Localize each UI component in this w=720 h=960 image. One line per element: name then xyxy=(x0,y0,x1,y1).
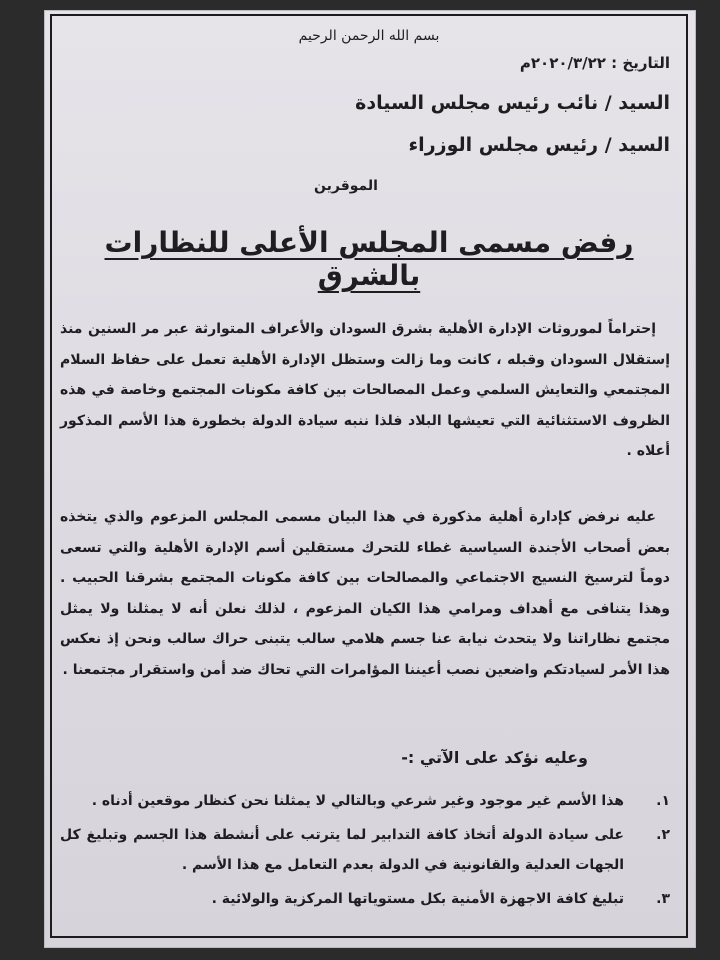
letter xyxy=(54,18,684,934)
demands-list xyxy=(60,786,670,918)
list-item xyxy=(60,786,670,816)
addressee-prime-minister: السيد / رئيس مجلس الوزراء xyxy=(408,134,670,156)
item-text: على سيادة الدولة أتخاذ كافة التدابير لما يترتب على أنشطة هذا الجسم وتبليغ كل الجهات العدلية والقانونية في الدولة بعدم التعامل مع هذا الأسم . xyxy=(60,827,624,873)
paragraph-rejection: عليه نرفض كإدارة أهلية مذكورة في هذا البيان مسمى المجلس المزعوم والذي يتخذه بعض أصحاب الأجندة السياسية غطاء للتحرك مستقلين أسم الإدارة الأهلية والتي تسعى دوماً لترسيخ النسيج الاجتماعي والمصالحات بين كافة مكونات المجتمع بشرقنا الحبيب . وهذا يتنافى مع أهداف ومرامي هذا الكيان المزعوم ، لذلك نعلن أنه لا يمثلنا ولا يمثل مجتمع نظاراتنا ولا يتحدث نيابة عنا جسم هلامي سالب يتبنى حراك سالب ونحن إذ نعكس هذا الأمر لسيادتكم واضعين نصب أعيننا المؤامرات التي تحاك ضد أمن واستقرار مجتمعنا . xyxy=(60,509,670,678)
confirm-heading: وعليه نؤكد على الآتي :- xyxy=(401,748,588,767)
item-number: ٣. xyxy=(656,891,670,907)
paragraph-intro: إحتراماً لموروثات الإدارة الأهلية بشرق السودان والأعراف المتوارثة عبر مر السنين منذ إستقلال السودان وقبله ، كانت وما زالت وستظل الإدارة الأهلية تعمل على حفاظ السلام المجتمعي والتعايش السلمي وعمل المصالحات بين كافة مكونات المجتمع وخاصة في هذه الظروف الاستثنائية التي تعيشها البلاد فلذا ننبه سيادة الدولة بخطورة هذا الأسم المذكور أعلاه . xyxy=(60,321,670,460)
item-text: تبليغ كافة الاجهزة الأمنية بكل مستوياتها المركزية والولائية . xyxy=(211,891,624,907)
item-text: هذا الأسم غير موجود وغير شرعي وبالتالي لا يمثلنا نحن كنظار موقعين أدناه . xyxy=(91,793,624,809)
letter-title: رفض مسمى المجلس الأعلى للنظارات بالشرق xyxy=(104,226,634,292)
item-number: ١. xyxy=(656,793,670,809)
letter-date: التاريخ : ٢٠٢٠/٣/٢٢م xyxy=(519,54,670,72)
item-number: ٢. xyxy=(656,827,670,843)
list-item xyxy=(60,820,670,880)
basmala: بسم الله الرحمن الرحيم xyxy=(298,28,440,44)
addressee-deputy-chairman: السيد / نائب رئيس مجلس السيادة xyxy=(355,92,670,114)
list-item xyxy=(60,884,670,914)
salutation-respected: الموقرين xyxy=(314,178,378,194)
